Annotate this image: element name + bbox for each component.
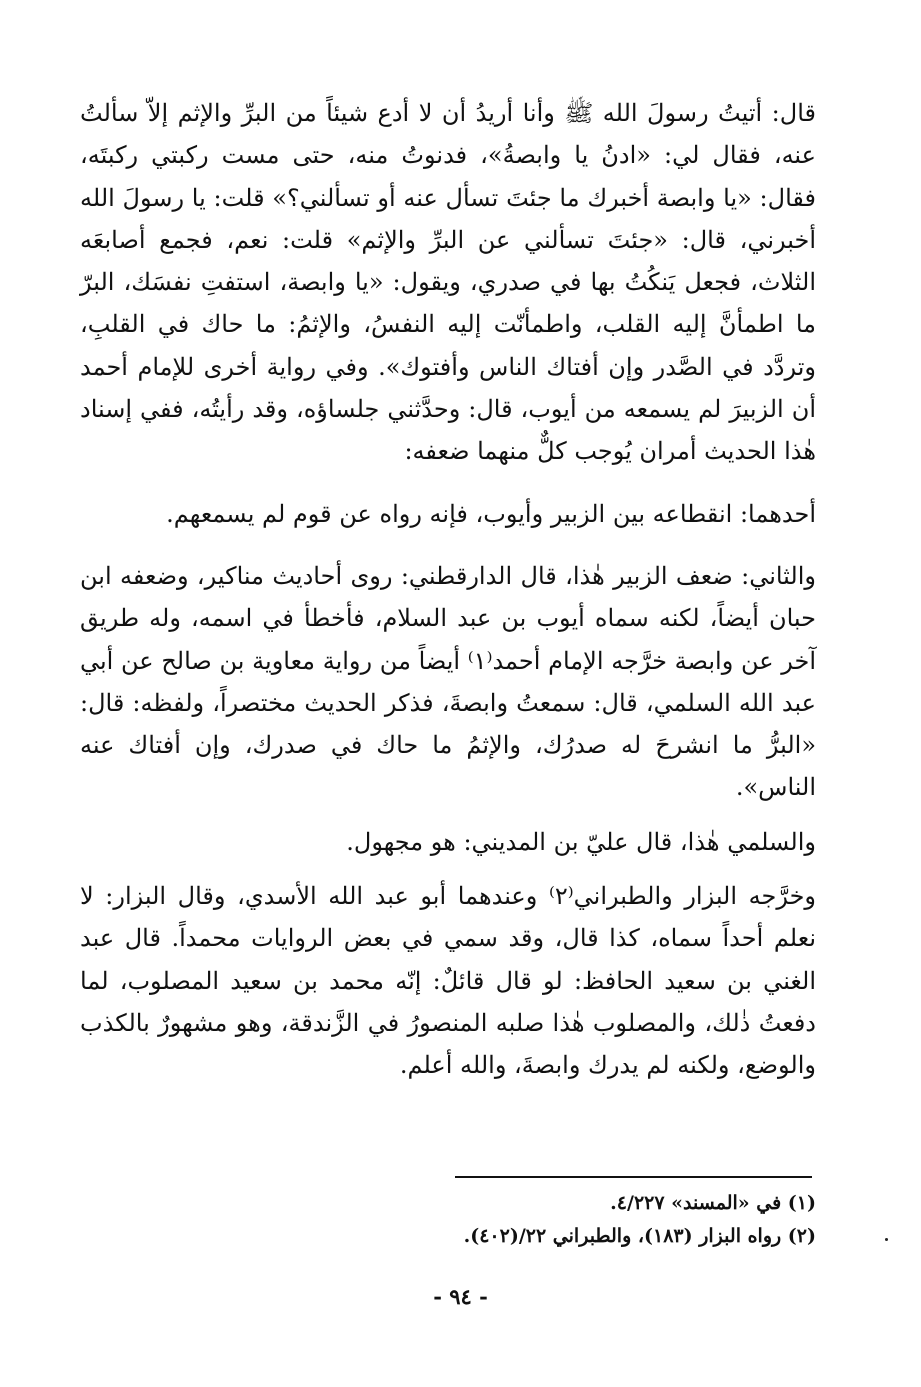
paragraph-first-reason: أحدهما: انقطاعه بين الزبير وأيوب، فإنه رواه عن قوم لم يسمعهم.	[166, 499, 816, 528]
paragraph-bazzar: وخرَّجه البزار والطبراني⁽٢⁾ وعندهما أبو عبد الله الأسدي، وقال البزار: لا نعلم أحداً سماه، كذا قال، وقد سمي في بعض الروايات محمداً. قال عبد الغني بن سعيد الحافظ: لو قال قائلٌ: إنّه محمد بن سعيد المصلوب، لما دفعتُ ذٰلك، والمصلوب هٰذا صلبه المنصورُ في الزَّندقة، وهو مشهورٌ بالكذب والوضع، ولكنه لم يدرك وابصةَ، والله أعلم.	[80, 882, 817, 1080]
footnote-1: (١) في «المسند» ٤/٢٢٧.	[610, 1192, 816, 1214]
footnotes	[216, 1187, 816, 1253]
paragraph-sulami: والسلمي هٰذا، قال عليّ بن المديني: هو مجهول.	[346, 827, 816, 856]
scan-speck	[885, 1238, 888, 1241]
footnote-divider	[455, 1176, 812, 1178]
paragraph-hadith: قال: أتيتُ رسولَ الله ﷺ وأنا أريدُ أن لا أدع شيئاً من البرِّ والإثم إلاّ سألتُ عنه، فقال لي: «ادنُ يا وابصةُ»، فدنوتُ منه، حتى مست ركبتي ركبتَه، فقال: «يا وابصة أخبرك ما جئتَ تسأل عنه أو تسألني؟» قلت: يا رسولَ الله أخبرني، قال: «جئتَ تسألني عن البرِّ والإثم» قلت: نعم، فجمع أصابعَه الثلاث، فجعل يَنكُتُ بها في صدري، ويقول: «يا وابصة، استفتِ نفسَك، البرّ ما اطمأنَّ إليه القلب، واطمأنّت إليه النفسُ، والإثمُ: ما حاك في القلبِ، وتردَّد في الصَّدر وإن أفتاك الناس وأفتوك». وفي رواية أخرى للإمام أحمد أن الزبيرَ لم يسمعه من أيوب، قال: وحدَّثني جلساؤه، وقد رأيتُه، ففي إسناد هٰذا الحديث أمران يُوجب كلٌّ منهما ضعفه:	[80, 99, 817, 466]
main-text	[80, 92, 816, 1087]
page-number: - ٩٤ -	[433, 1284, 488, 1309]
paragraph-second-reason: والثاني: ضعف الزبير هٰذا، قال الدارقطني: روى أحاديث مناكير، وضعفه ابن حبان أيضاً، لكنه سماه أيوب بن عبد السلام، فأخطأ في اسمه، وله طريق آخر عن وابصة خرَّجه الإمام أحمد⁽١⁾ أيضاً من رواية معاوية بن صالح عن أبي عبد الله السلمي، قال: سمعتُ وابصةَ، فذكر الحديث مختصراً، ولفظه: قال: «البرُّ ما انشرحَ له صدرُك، والإثمُ ما حاك في صدرك، وإن أفتاك عنه الناس».	[80, 561, 817, 802]
footnote-2: (٢) رواه البزار (١٨٣)، والطبراني ٢٢/(٤٠٢).	[463, 1225, 816, 1247]
